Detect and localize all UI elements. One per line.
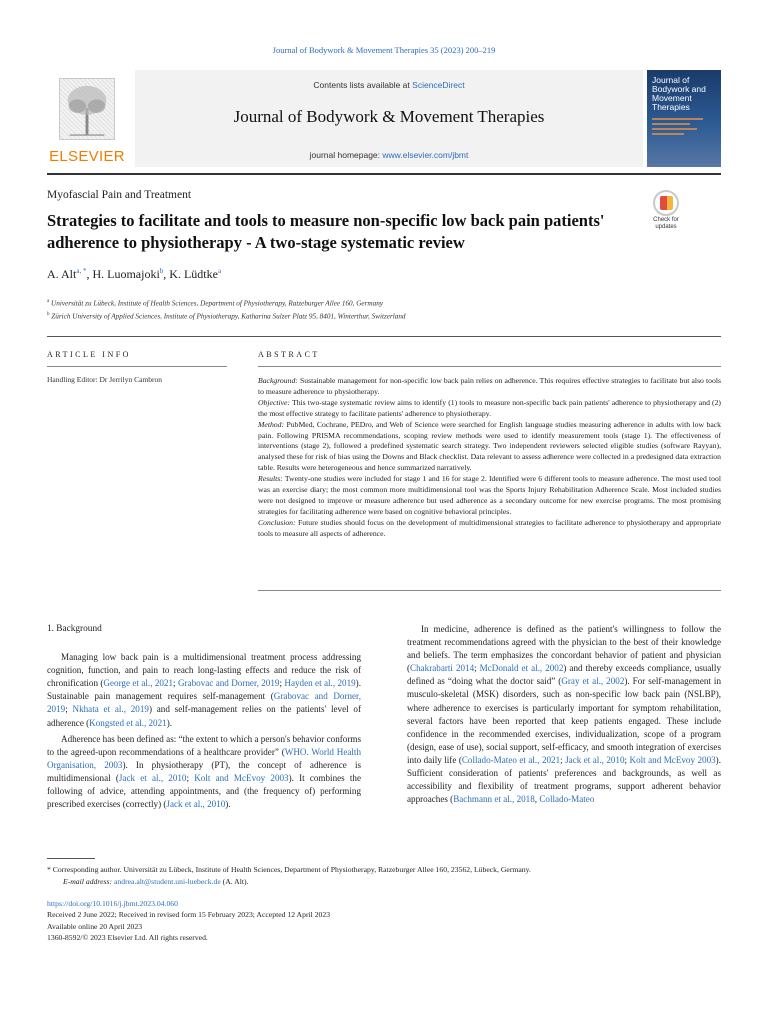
author-email-link[interactable]: andrea.alt@student.uni-luebeck.de [113, 876, 221, 886]
handling-editor: Handling Editor: Dr Jerrilyn Cambron [47, 375, 162, 384]
body-text: Adherence has been defined as: “the extent to which a person's behavior conforms to the agreed-upon recommendations of a healthcare provider” ( [47, 733, 361, 757]
article-info-heading: ARTICLE INFO [47, 350, 131, 359]
citation-link[interactable]: Collado-Mateo [539, 794, 595, 805]
email-note: E-mail address: andrea.alt@student.uni-luebeck.de (A. Alt). [63, 876, 249, 886]
body-column-left [47, 623, 361, 814]
citation-link[interactable]: Jack et al., 2010 [166, 799, 226, 810]
check-updates-icon [653, 190, 679, 216]
citation-link[interactable]: Nkhata et al., 2019 [72, 704, 149, 715]
author-affiliation-marker[interactable]: b [159, 267, 164, 275]
homepage-line [135, 150, 643, 160]
copyright: 1360-8592/© 2023 Elsevier Ltd. All rights reserved. [47, 932, 208, 942]
citation-link[interactable]: Jack et al., 2010 [565, 754, 625, 765]
citation-link[interactable]: WHO. World Health Organisation, 2003 [47, 746, 361, 770]
masthead-banner [135, 70, 643, 167]
citation-link[interactable]: Grabovac and Dorner, 2019 [177, 678, 280, 689]
online-date: Available online 20 April 2023 [47, 921, 143, 931]
abstract-heading-rule [258, 366, 721, 367]
masthead [47, 70, 721, 167]
check-for-updates-button[interactable] [646, 190, 686, 236]
abstract-paragraph: Background: Sustainable management for non-specific low back pain relies on adherence. This requires effective strategies to facilitate but also tools to measure adherence to physiotherapy. [258, 376, 721, 396]
body-text: ; [560, 754, 566, 765]
abstract-paragraph: Conclusion: Future studies should focus on the development of multidimensional strategies to facilitate adherence to physiotherapy and appropriate tools to measure all aspects of adherence. [258, 517, 721, 538]
body-text: ; [65, 704, 73, 715]
body-text: ). It combines the following of advice, attending appointments, and (the frequency of) performing prescribed exercises (correctly) ( [47, 772, 362, 810]
body-text: ). [166, 717, 173, 728]
citation-link[interactable]: Kolt and McEvoy 2003 [194, 772, 289, 783]
sciencedirect-link[interactable]: ScienceDirect [412, 80, 465, 90]
contents-line [135, 80, 643, 90]
body-paragraph [47, 733, 361, 812]
body-text: ) and thereby exceeds compliance, usually defined as “doing what the doctor said” ( [407, 663, 721, 687]
abstract-heading: ABSTRACT [258, 350, 320, 359]
author-name[interactable]: A. Alt [47, 267, 77, 281]
citation-link[interactable]: Bachmann et al., 2018 [453, 794, 535, 805]
info-divider [47, 336, 721, 337]
citation-link[interactable]: Hayden et al., 2019 [284, 678, 356, 689]
doi-link[interactable]: https://doi.org/10.1016/j.jbmt.2023.04.060 [47, 899, 178, 908]
citation-link[interactable]: McDonald et al., 2002 [479, 663, 564, 674]
body-paragraphs-left [47, 651, 361, 811]
body-paragraph [47, 651, 361, 730]
body-column-right [407, 623, 721, 809]
author-affiliation-marker[interactable]: a, * [76, 267, 87, 275]
body-text: ; [474, 663, 480, 674]
affiliation: $^b$ Zürich University of Applied Sciences, Institute of Physiotherapy, Katharina Sulzer Platz 95, 8401, Winterthur, Switzerland [47, 312, 406, 321]
body-paragraph [407, 623, 721, 806]
citation-link[interactable]: Grabovac and Dorner, 2019 [47, 691, 361, 715]
journal-cover-image[interactable] [647, 70, 721, 167]
author-name[interactable]: H. Luomajoki [92, 267, 160, 281]
abstract-paragraph: Objective: This two-stage systematic review aims to identify (1) tools to measure non-specific back pain patients' adherence to physiotherapy and (2) the most effective strategy to facilitate patients' adherence to physiotherapy. [258, 397, 721, 418]
body-text: , [534, 794, 540, 805]
body-text: In medicine, adherence is defined as the patient's willingness to follow the treatment recommendations agreed with the physician to the best of their knowledge and beliefs. The term emphasizes the concordant behavior of patient and physician ( [407, 624, 721, 674]
body-text: ). In physiotherapy (PT), the concept of adherence is multidimensional ( [47, 759, 362, 783]
affiliation: $^a$ Universität zu Lübeck, Institute of Health Sciences, Department of Physiotherapy, Ratzeburger Allee 160, Germany [47, 299, 383, 308]
journal-title: Journal of Bodywork & Movement Therapies [233, 107, 545, 126]
footnote-divider [47, 858, 95, 859]
abstract-paragraph: Results: Twenty-one studies were included for stage 1 and 16 for stage 2. Identified were 6 different tools to measure adherence. The most used tool was an exercise diary; the most common more multidimensional tool was the Sports Injury Rehabilitation Adherence Scale. Most included studies were not designed to improve or measure adherence but used adherence as a secondary outcome for new exercise programs. The most promising strategies for facilitating adherence were based on cognitive behavioral principles. [258, 474, 721, 516]
citation-link[interactable]: Kolt and McEvoy 2003 [629, 754, 716, 765]
history-dates: Received 2 June 2022; Received in revised form 15 February 2023; Accepted 12 April 2023 [47, 910, 331, 920]
abstract-body [258, 376, 721, 540]
article-section: Myofascial Pain and Treatment [47, 189, 192, 201]
journal-reference-link[interactable]: Journal of Bodywork & Movement Therapies 35 (2023) 200–219 [272, 45, 496, 55]
citation-link[interactable]: George et al., 2021 [103, 678, 174, 689]
body-paragraphs-right [407, 623, 721, 806]
citation-link[interactable]: Chakrabarti 2014 [410, 663, 475, 674]
body-text: ; [624, 754, 630, 765]
body-text: ; [279, 678, 285, 689]
body-text: ) and self-management relies on the patients' level of adherence ( [47, 704, 361, 728]
journal-homepage-link[interactable]: www.elsevier.com/jbmt [382, 150, 469, 160]
body-text: Managing low back pain is a multidimensional treatment process addressing cognition, function, and pain to reach long-lasting effects and reduce the risk of chronification ( [47, 652, 361, 689]
citation-link[interactable]: Gray et al., 2002 [561, 676, 625, 687]
article-metadata [47, 898, 330, 943]
body-text: ). Sufficient consideration of patients' preferences and backgrounds, as well as accessibility and flexibility of treatment programs, support adherent behavior approaches ( [407, 754, 721, 805]
body-text: ; [186, 772, 195, 783]
footnotes [47, 864, 721, 887]
author-list: A. Alt$^{a, *}$, H. Luomajoki$^b$, K. Lüdtke$^a$ [47, 267, 222, 281]
tree-logo-icon [59, 78, 115, 140]
body-text: ). Sustainable pain management requires self-management ( [47, 678, 361, 702]
body-text: ). [225, 799, 231, 810]
author-name[interactable]: K. Lüdtke [169, 267, 218, 281]
article-title: Strategies to facilitate and tools to measure non-specific low back pain patients' adherence to physiotherapy - A two-stage systematic review [47, 211, 605, 252]
affiliations [47, 296, 406, 323]
abstract-paragraph: Method: PubMed, Cochrane, PEDro, and Web of Science were searched for English language studies measuring adherence in adults with low back pain. Following PRISMA recommendations, scoping review methods were used to identify measurement tools (stage 1). The effectiveness of interventions (stage 2), followed a predefined systematic search strategy. Two independent reviewers selected eligible studies (software Rayyan), analysed these for risk of bias using the Downs and Black checklist. Data relevant to assess adherence were collected in a predesigned data extraction table. Results were heterogeneous and hence summarized narratively. [258, 419, 721, 473]
header-divider [47, 173, 721, 175]
author-affiliation-marker[interactable]: a [217, 267, 222, 275]
publisher-name: ELSEVIER [49, 148, 125, 165]
check-updates-label: Check for updates [653, 217, 679, 230]
body-text: ; [173, 678, 178, 689]
section-heading: 1. Background [47, 624, 102, 634]
abstract-end-rule [258, 590, 721, 591]
cover-decoration [652, 118, 716, 135]
info-heading-rule [47, 366, 227, 367]
body-text: ). For self-management in musculo-skeletal (MSK) disorders, such as non-specific low back pain (NSLBP), where adherence to exercises is particularly important for symptom rehabilitation, several factors have been reported that keep patients engaged. These include confidence in the recommended exercises, individualization, scope of a program (design, ease of use), social support, self-efficacy, and smooth integration of exercises into daily life ( [407, 676, 721, 765]
corresponding-author-note: * Corresponding author. Universität zu Lübeck, Institute of Health Sciences, Department of Physiotherapy, Ratzeburger Allee 160, 23562, Lübeck, Germany. [47, 865, 531, 874]
contents-prefix: Contents lists available at [313, 80, 410, 90]
publisher-logo[interactable] [47, 78, 127, 166]
citation-link[interactable]: Jack et al., 2010 [118, 772, 187, 783]
citation-link[interactable]: Collado-Mateo et al., 2021 [461, 754, 561, 765]
cover-title: Journal of Bodywork and Movement Therapies [652, 75, 706, 112]
citation-link[interactable]: Kongsted et al., 2021 [89, 717, 167, 728]
homepage-prefix: journal homepage: [309, 150, 381, 160]
